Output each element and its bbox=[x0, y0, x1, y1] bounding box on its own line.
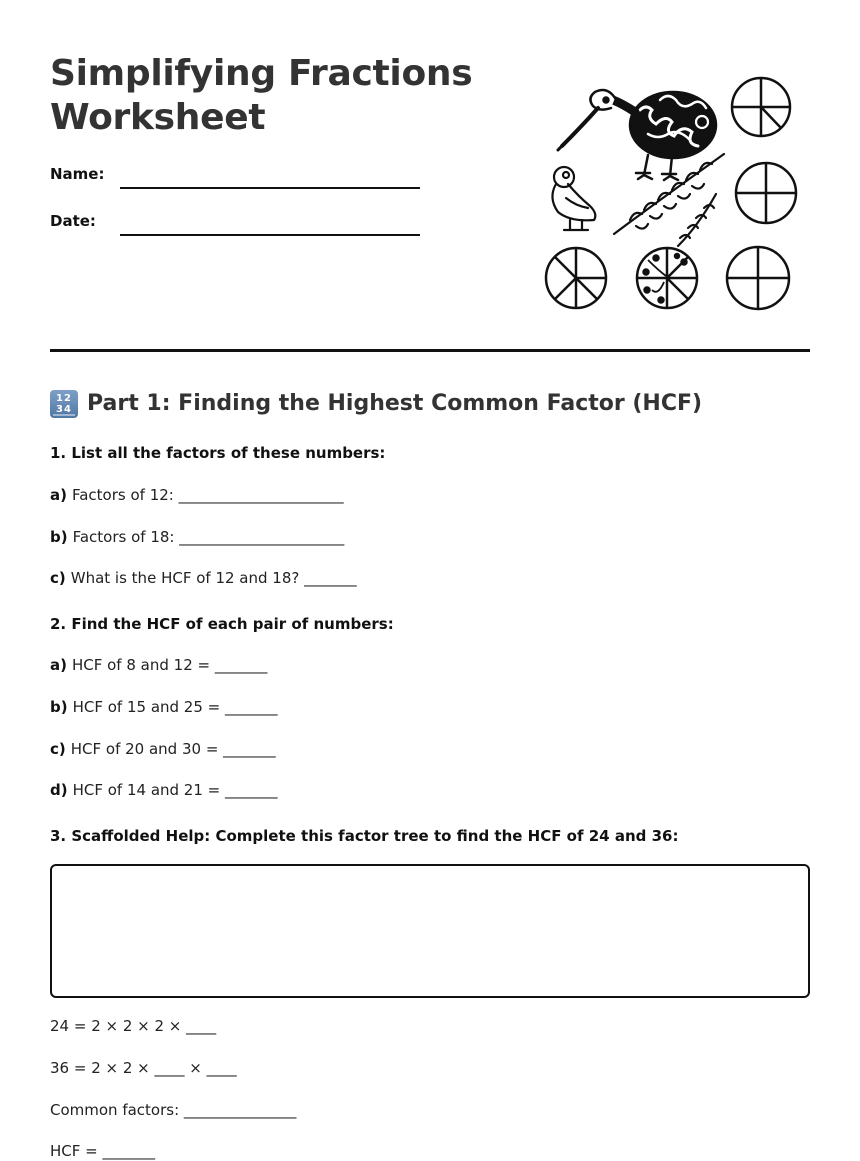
question-2-heading: 2. Find the HCF of each pair of numbers: bbox=[50, 615, 394, 633]
question-1b bbox=[50, 528, 344, 546]
section-divider bbox=[50, 349, 810, 352]
item-label: c) bbox=[50, 740, 66, 758]
fraction-circle-icon bbox=[736, 163, 796, 223]
question-2b-text[interactable]: HCF of 15 and 25 = _______ bbox=[72, 698, 278, 716]
part1-title-text: Part 1: Finding the Highest Common Factor (HCF) bbox=[87, 391, 703, 416]
question-2c bbox=[50, 740, 276, 758]
date-input-line[interactable] bbox=[120, 234, 420, 236]
factor-line-24[interactable]: 24 = 2 × 2 × 2 × ____ bbox=[50, 1017, 217, 1035]
date-label: Date: bbox=[50, 212, 96, 230]
question-2d bbox=[50, 781, 278, 799]
question-3-heading: 3. Scaffolded Help: Complete this factor tree to find the HCF of 24 and 36: bbox=[50, 827, 679, 845]
common-factors-line[interactable]: Common factors: _______________ bbox=[50, 1101, 297, 1119]
item-label: a) bbox=[50, 486, 67, 504]
question-2c-text[interactable]: HCF of 20 and 30 = _______ bbox=[70, 740, 276, 758]
worksheet-title bbox=[50, 52, 472, 140]
name-field-row bbox=[50, 165, 420, 189]
question-1a-text[interactable]: Factors of 12: ______________________ bbox=[71, 486, 344, 504]
item-label: b) bbox=[50, 528, 68, 546]
item-label: a) bbox=[50, 656, 67, 674]
hcf-answer-line[interactable]: HCF = _______ bbox=[50, 1142, 155, 1160]
question-1c bbox=[50, 569, 357, 587]
item-label: c) bbox=[50, 569, 66, 587]
question-2b bbox=[50, 698, 278, 716]
input-numbers-icon: 12 34 bbox=[50, 390, 78, 418]
name-input-line[interactable] bbox=[120, 187, 420, 189]
question-2a-text[interactable]: HCF of 8 and 12 = _______ bbox=[71, 656, 268, 674]
fraction-circle-icon bbox=[546, 248, 606, 308]
kiwi-bird-icon bbox=[558, 90, 716, 180]
fraction-circle-icon bbox=[727, 247, 789, 309]
question-2a bbox=[50, 656, 267, 674]
item-label: b) bbox=[50, 698, 68, 716]
fraction-circle-icon bbox=[732, 78, 790, 136]
question-1a bbox=[50, 486, 344, 504]
title-line-1: Simplifying Fractions bbox=[50, 53, 473, 94]
small-bird-icon bbox=[552, 167, 595, 230]
item-label: d) bbox=[50, 781, 68, 799]
question-1c-text[interactable]: What is the HCF of 12 and 18? _______ bbox=[70, 569, 357, 587]
date-field-row bbox=[50, 212, 420, 236]
name-label: Name: bbox=[50, 165, 105, 183]
question-2d-text[interactable]: HCF of 14 and 21 = _______ bbox=[72, 781, 278, 799]
question-1-heading: 1. List all the factors of these numbers: bbox=[50, 444, 386, 462]
header-illustration bbox=[540, 70, 810, 320]
title-line-2: Worksheet bbox=[50, 97, 266, 138]
fern-icon bbox=[614, 154, 724, 246]
factor-tree-box[interactable] bbox=[50, 864, 810, 998]
fraction-circle-icon bbox=[637, 248, 697, 308]
factor-line-36[interactable]: 36 = 2 × 2 × ____ × ____ bbox=[50, 1059, 237, 1077]
part1-title bbox=[50, 389, 702, 419]
question-1b-text[interactable]: Factors of 18: ______________________ bbox=[72, 528, 345, 546]
